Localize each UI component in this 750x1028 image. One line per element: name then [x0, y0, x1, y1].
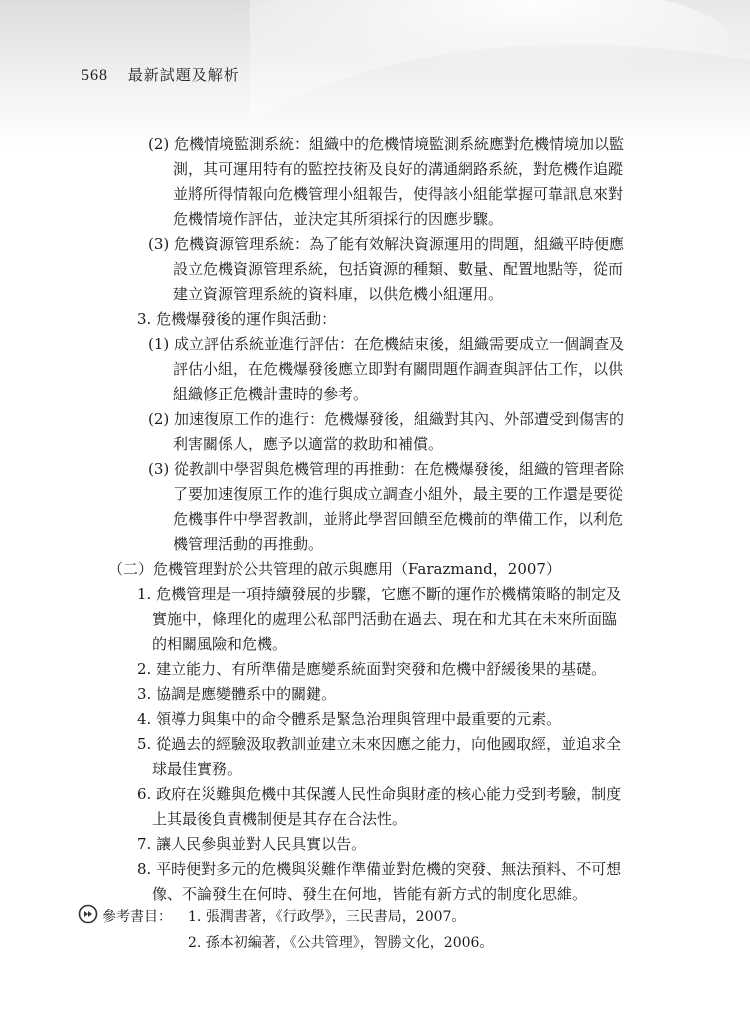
point-1-line-1: 1. 危機管理是一項持續發展的步驟，它應不斷的運作於機構策略的制定及: [137, 585, 622, 603]
point-4: 4. 領導力與集中的命令體系是緊急治理與管理中最重要的元素。: [137, 710, 562, 728]
page-number: 568: [81, 67, 108, 84]
point-5-line-1: 5. 從過去的經驗汲取教訓並建立未來因應之能力，向他國取經，並追求全: [137, 735, 622, 753]
references-label: 參考書目：: [102, 909, 172, 925]
item-3-2-line-1: (2) 加速復原工作的進行：危機爆發後，組織對其內、外部遭受到傷害的: [148, 410, 625, 428]
item-2-3-line-1: (3) 危機資源管理系統：為了能有效解決資源運用的問題，組織平時便應: [148, 235, 625, 253]
reference-1: 1. 張潤書著，《行政學》，三民書局，2007。: [188, 909, 466, 925]
point-6-line-2: 上其最後負責機制便是其存在合法性。: [152, 810, 408, 828]
point-2: 2. 建立能力、有所準備是應變系統面對突發和危機中舒緩後果的基礎。: [137, 660, 607, 678]
item-2-2-line-1: (2) 危機情境監測系統：組織中的危機情境監測系統應對危機情境加以監: [148, 135, 625, 153]
item-2-2-line-2: 測，其可運用特有的監控技術及良好的溝通網路系統，對危機作追蹤: [173, 160, 624, 178]
item-2-3-line-3: 建立資源管理系統的資料庫，以供危機小組運用。: [173, 285, 504, 303]
item-2-3-line-2: 設立危機資源管理系統，包括資源的種類、數量、配置地點等，從而: [173, 260, 624, 278]
item-3-3-line-1: (3) 從教訓中學習與危機管理的再推動：在危機爆發後，組織的管理者除: [148, 460, 625, 478]
item-3-3-line-3: 危機事件中學習教訓，並將此學習回饋至危機前的準備工作，以利危: [173, 510, 624, 528]
point-1-line-3: 的相關風險和危機。: [152, 635, 288, 653]
item-2-2-line-3: 並將所得情報向危機管理小組報告，使得該小組能掌握可靠訊息來對: [173, 185, 624, 203]
item-2-2-line-4: 危機情境作評估，並決定其所須採行的因應步驟。: [173, 210, 504, 228]
item-3-1-line-1: (1) 成立評估系統並進行評估：在危機結束後，組織需要成立一個調查及: [148, 335, 625, 353]
point-1-line-2: 實施中，條理化的處理公私部門活動在過去、現在和尤其在未來所面臨: [152, 610, 618, 628]
point-8-line-1: 8. 平時便對多元的危機與災難作準備並對危機的突發、無法預料、不可想: [137, 860, 622, 878]
point-3: 3. 協調是應變體系中的關鍵。: [137, 685, 337, 703]
point-8-line-2: 像、不論發生在何時、發生在何地，皆能有新方式的制度化思維。: [152, 885, 588, 903]
item-3-3-line-4: 機管理活動的再推動。: [173, 535, 324, 553]
item-3-3-line-2: 了要加速復原工作的進行與成立調查小組外，最主要的工作還是要從: [173, 485, 624, 503]
header-title: 最新試題及解析: [127, 66, 240, 84]
item-3-1-line-2: 評估小組，在危機爆發後應立即對有關問題作調查與評估工作，以供: [173, 360, 624, 378]
section-3-heading: 3. 危機爆發後的運作與活動：: [137, 310, 337, 328]
section-two-heading: （二）危機管理對於公共管理的啟示與應用（Farazmand，2007）: [108, 560, 561, 578]
page-header: [81, 64, 240, 85]
arrow-circle-icon: [78, 904, 98, 924]
item-3-2-line-2: 利害關係人，應予以適當的救助和補償。: [173, 435, 444, 453]
item-3-1-line-3: 組織修正危機計畫時的參考。: [173, 385, 369, 403]
point-6-line-1: 6. 政府在災難與危機中其保護人民性命與財產的核心能力受到考驗，制度: [137, 785, 622, 803]
reference-2: 2. 孫本初編著，《公共管理》，智勝文化，2006。: [188, 935, 494, 951]
point-7: 7. 讓人民參與並對人民具實以告。: [137, 835, 367, 853]
point-5-line-2: 球最佳實務。: [152, 760, 243, 778]
